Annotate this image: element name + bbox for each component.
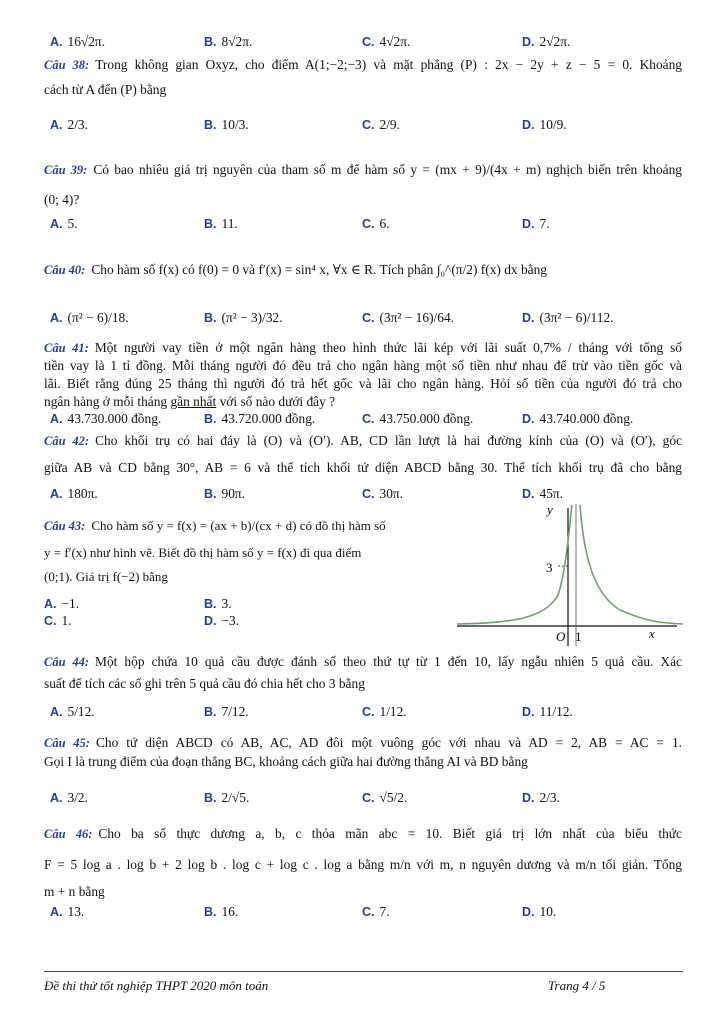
q38-line2: cách từ A đến (P) bằng [44, 82, 167, 97]
origin-label: O [556, 629, 566, 644]
q43-line1: Câu 43: Cho hàm số y = f(x) = (ax + b)/(cx + d) có đồ thị hàm số [44, 518, 386, 533]
q40-option-d: D. (3π² − 6)/112. [522, 310, 614, 325]
q38-options [0, 117, 725, 135]
q37-option-c: C. 4√2π. [362, 34, 411, 49]
q44-option-a: A. 5/12. [50, 704, 95, 719]
x-axis-label: x [649, 626, 655, 641]
q42-option-b: B. 90π. [204, 486, 245, 501]
q42-option-c: C. 30π. [362, 486, 403, 501]
q44-option-c: C. 1/12. [362, 704, 407, 719]
footer-rule [44, 971, 683, 972]
q41-line1: Câu 41: Một người vay tiền ở một ngân hàng theo hình thức lãi kép với lãi suất 0,7% / tháng với tổng số [44, 340, 682, 355]
q44-line1: Câu 44: Một hộp chứa 10 quả cầu được đánh số theo thứ tự từ 1 đến 10, lấy ngẫu nhiên 5 quả cầu. Xác [44, 654, 682, 669]
q41-options [0, 411, 725, 429]
q38-option-b: B. 10/3. [204, 117, 249, 132]
q42-line1: Câu 42: Cho khối trụ có hai đáy là (O) và (O′). AB, CD lần lượt là hai đường kính của (O) và (O′), góc [44, 433, 683, 448]
q41-line3: lãi. Biết rằng đúng 25 tháng thì người đó trả hết gốc và lãi cho ngân hàng. Hỏi số tiền của người đó trả cho [44, 376, 682, 391]
q42-option-a: A. 180π. [50, 486, 98, 501]
q43-derivative-graph [455, 500, 685, 648]
q40-option-c: C. (3π² − 16)/64. [362, 310, 454, 325]
q45-option-b: B. 2/√5. [204, 790, 250, 805]
q43-option-d: D. −3. [204, 613, 240, 628]
q46-option-d: D. 10. [522, 904, 557, 919]
q45-line2: Gọi I là trung điểm của đoạn thẳng BC, khoảng cách giữa hai đường thẳng AI và BD bằng [44, 754, 528, 769]
q41-line2: tiền vay là 1 tỉ đồng. Mỗi tháng người đó đều trả cho ngân hàng một số tiền như nhau để trừ vào tiền gốc và [44, 358, 682, 373]
q46-options [0, 904, 725, 922]
q40-option-a: A. (π² − 6)/18. [50, 310, 129, 325]
q39-line1: Câu 39: Có bao nhiêu giá trị nguyên của tham số m để hàm số y = (mx + 9)/(4x + m) nghịch biến trên khoảng [44, 162, 682, 177]
q43-option-a: A. −1. [44, 596, 80, 611]
q42-option-d: D. 45π. [522, 486, 563, 501]
footer-page-number: Trang 4 / 5 [548, 978, 606, 993]
q44-option-b: B. 7/12. [204, 704, 249, 719]
q46-option-b: B. 16. [204, 904, 239, 919]
q46-line2: F = 5 log a . log b + 2 log b . log c + log c . log a bằng m/n với m, n nguyên dương và m/n tối giản. Tổng [44, 857, 682, 872]
q45-option-d: D. 2/3. [522, 790, 560, 805]
footer-title: Đề thi thử tốt nghiệp THPT 2020 môn toán [44, 978, 269, 993]
curve-left-branch [457, 505, 572, 624]
q41-line4: ngân hàng ở mỗi tháng gần nhất với số nào dưới đây ? [44, 394, 336, 409]
q44-options [0, 704, 725, 722]
y-axis-label: y [547, 502, 553, 517]
q38-option-c: C. 2/9. [362, 117, 400, 132]
q39-line2: (0; 4)? [44, 192, 80, 207]
q38-option-a: A. 2/3. [50, 117, 88, 132]
q39-option-a: A. 5. [50, 216, 78, 231]
q39-option-c: C. 6. [362, 216, 390, 231]
x-tick-1: 1 [575, 629, 582, 644]
q39-option-d: D. 7. [522, 216, 550, 231]
q37-option-a: A. 16√2π. [50, 34, 106, 49]
q44-line2: suất để tích các số ghi trên 5 quả cầu đó chia hết cho 3 bằng [44, 676, 365, 691]
q41-option-b: B. 43.720.000 đồng. [204, 411, 316, 426]
q45-option-a: A. 3/2. [50, 790, 88, 805]
q46-option-a: A. 13. [50, 904, 85, 919]
q46-option-c: C. 7. [362, 904, 390, 919]
q41-option-d: D. 43.740.000 đồng. [522, 411, 634, 426]
q45-line1: Câu 45: Cho tứ diện ABCD có AB, AC, AD đôi một vuông góc với nhau và AD = 2, AB = AC = 1. [44, 735, 682, 750]
curve-right-branch [580, 505, 683, 624]
q44-option-d: D. 11/12. [522, 704, 573, 719]
q38-line1: Câu 38: Trong không gian Oxyz, cho điểm A(1;−2;−3) và mặt phẳng (P) : 2x − 2y + z − 5 = 0. Khoảng [44, 57, 683, 72]
q37-option-d: D. 2√2π. [522, 34, 571, 49]
q43-option-c: C. 1. [44, 613, 72, 628]
q41-option-a: A. 43.730.000 đồng. [50, 411, 162, 426]
q37-option-b: B. 8√2π. [204, 34, 253, 49]
q43-line2: y = f′(x) như hình vẽ. Biết đồ thị hàm số y = f(x) đi qua điểm [44, 545, 362, 560]
y-tick-3: 3 [546, 560, 553, 575]
q43-option-b: B. 3. [204, 596, 232, 611]
q46-line3: m + n bằng [44, 884, 105, 899]
q40-line1: Câu 40: Cho hàm số f(x) có f(0) = 0 và f′(x) = sin⁴ x, ∀x ∈ R. Tích phân ∫₀^(π/2) f(x) dx bằng [44, 262, 547, 277]
q41-option-c: C. 43.750.000 đồng. [362, 411, 474, 426]
q45-option-c: C. √5/2. [362, 790, 408, 805]
q42-line2: giữa AB và CD bằng 30°, AB = 6 và thể tích khối tứ diện ABCD bằng 30. Thể tích khối trụ đã cho bằng [44, 460, 682, 475]
q40-options [0, 310, 725, 328]
q37-options [0, 34, 725, 52]
q46-line1: Câu 46: Cho ba số thực dương a, b, c thỏa mãn abc = 10. Biết giá trị lớn nhất của biểu thức [44, 826, 683, 841]
q40-option-b: B. (π² − 3)/32. [204, 310, 283, 325]
q39-options [0, 216, 725, 234]
q38-option-d: D. 10/9. [522, 117, 567, 132]
q45-options [0, 790, 725, 808]
q39-option-b: B. 11. [204, 216, 238, 231]
q43-line3: (0;1). Giá trị f(−2) bằng [44, 569, 168, 584]
